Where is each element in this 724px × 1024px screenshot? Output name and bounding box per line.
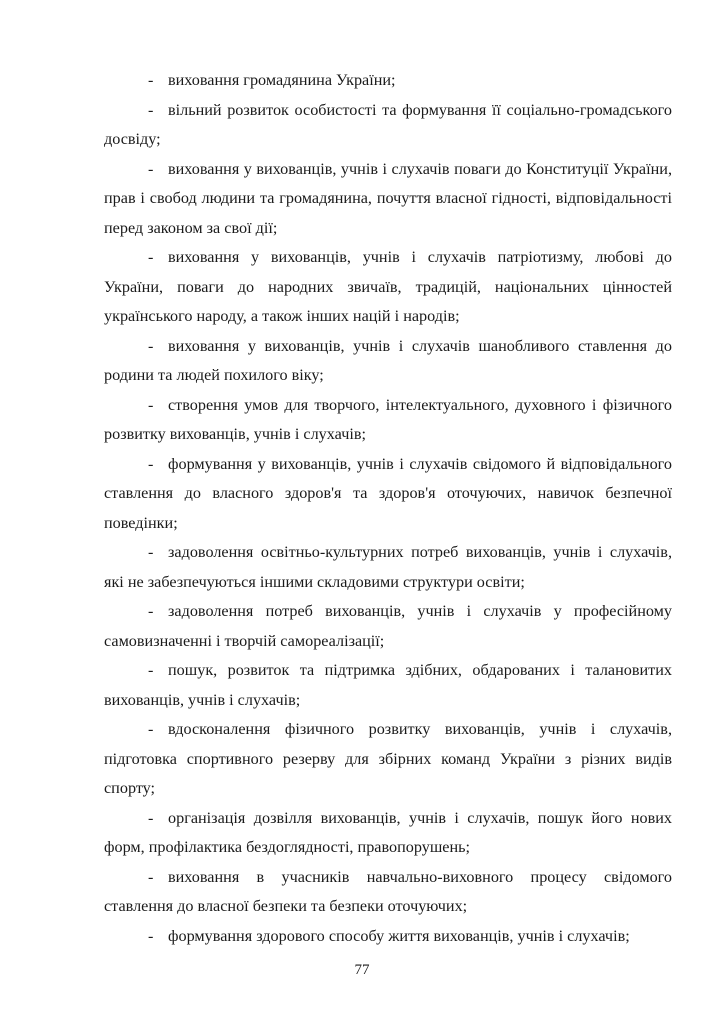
- bullet-dash: -: [148, 248, 154, 266]
- bullet-dash: -: [148, 602, 154, 620]
- bullet-dash: -: [148, 926, 154, 945]
- bullet-dash: -: [148, 454, 154, 473]
- list-item: [104, 96, 672, 155]
- list-item-text: формування здорового способу життя вихованців, учнів і слухачів;: [168, 926, 630, 945]
- bullet-dash: -: [148, 71, 154, 89]
- list-item-text: вдосконалення фізичного розвитку вихованців, учнів і слухачів, підготовка спортивного резерву для збірних команд України з різних видів спорту;: [104, 720, 672, 797]
- list-item: [104, 922, 672, 952]
- list-item-text: створення умов для творчого, інтелектуального, духовного і фізичного розвитку вихованців, учнів і слухачів;: [104, 395, 672, 443]
- list-item-text: виховання у вихованців, учнів і слухачів шанобливого ставлення до родини та людей похилого віку;: [104, 336, 672, 384]
- list-item-text: виховання у вихованців, учнів і слухачів поваги до Конституції України, прав і свобод людини та громадянина, почуття власної гідності, відповідальності перед законом за свої дії;: [104, 159, 672, 237]
- bullet-dash: -: [148, 808, 154, 827]
- bullet-dash: -: [148, 395, 154, 414]
- list-item-text: виховання громадянина України;: [168, 71, 396, 89]
- list-item-text: задоволення потреб вихованців, учнів і слухачів у професійному самовизначенні і творчій самореалізації;: [104, 602, 672, 650]
- bullet-dash: -: [148, 720, 154, 738]
- list-item: [104, 155, 672, 244]
- page-number: 77: [354, 962, 370, 978]
- list-item: [104, 66, 672, 96]
- bullet-dash: -: [148, 100, 154, 119]
- list-item-text: задоволення освітньо-культурних потреб вихованців, учнів і слухачів, які не забезпечуються іншими складовими структури освіти;: [104, 543, 672, 591]
- list-item-text: організація дозвілля вихованців, учнів і слухачів, пошук його нових форм, профілактика бездоглядності, правопорушень;: [104, 808, 672, 856]
- bullet-dash: -: [148, 867, 154, 886]
- list-item: [104, 538, 672, 597]
- list-item: [104, 715, 672, 804]
- list-item: [104, 597, 672, 656]
- bullet-dash: -: [148, 543, 154, 561]
- list-item-text: формування у вихованців, учнів і слухачів свідомого й відповідального ставлення до власного здоров'я та здоров'я оточуючих, навичок безпечної поведінки;: [104, 454, 672, 532]
- bullet-dash: -: [148, 336, 154, 355]
- list-item-text: вільний розвиток особистості та формування її соціально-громадського досвіду;: [104, 100, 672, 148]
- list-item-text: пошук, розвиток та підтримка здібних, обдарованих і талановитих вихованців, учнів і слухачів;: [104, 661, 672, 709]
- list-item-text: виховання у вихованців, учнів і слухачів патріотизму, любові до України, поваги до народних звичаїв, традицій, національних цінностей українського народу, а також інших націй і народів;: [104, 248, 672, 325]
- list-item: [104, 450, 672, 539]
- list-item: [104, 243, 672, 332]
- list-item: [104, 863, 672, 922]
- list-item-text: виховання в учасників навчально-виховного процесу свідомого ставлення до власної безпеки та безпеки оточуючих;: [104, 867, 672, 915]
- bullet-dash: -: [148, 661, 154, 679]
- list-item: [104, 656, 672, 715]
- list-item: [104, 391, 672, 450]
- bullet-dash: -: [148, 159, 154, 178]
- list-item: [104, 332, 672, 391]
- bullet-list: [104, 66, 672, 951]
- list-item: [104, 804, 672, 863]
